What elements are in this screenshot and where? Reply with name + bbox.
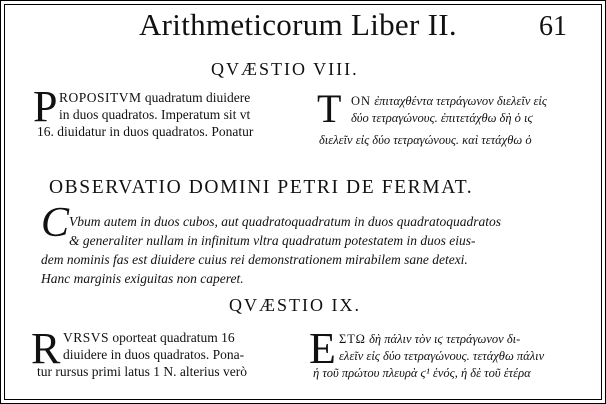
greek-line-text: ἐπιταχθέντα τετράγωνον διελεῖν εἰς [374,94,547,108]
quaestio-ix-latin-dropcap: R [31,324,61,373]
greek-line-text: δὴ πάλιν τὸν ιϛ τετράγωνον δι- [369,332,521,346]
latin-line [59,89,250,106]
quaestio-ix-latin-text [63,329,244,363]
greek-opening-word: ΣΤΩ [339,332,366,346]
greek-opening-word: ON [351,94,372,108]
latin-opening-word: ROPOSITVM [59,90,142,105]
greek-line: ἡ τοῦ πρώτου πλευρὰ ϛ¹ ἑνός, ἡ δὲ τοῦ ἑτέρα [313,366,531,380]
greek-line: ελεῖν εἰς δύο τετραγώνους. τετάχθω πάλιν [339,349,545,363]
observatio-dropcap: C [41,200,70,246]
quaestio-viii-latin-dropcap: P [33,82,58,131]
latin-line-text: oporteat quadratum 16 [112,330,235,345]
quaestio-ix-greek-text [339,331,544,365]
greek-line [351,93,547,110]
latin-line-text: quadratum diuidere [144,90,251,105]
latin-line: 16. diuidatur in duos quadratos. Ponatur [37,124,254,139]
greek-line [339,331,544,348]
observatio-line: & generaliter nullam in infinitum vltra quadratum potestatem in duos eius- [69,233,476,248]
latin-line: in duos quadratos. Imperatum sit vt [59,107,251,122]
quaestio-viii-greek-text [351,93,547,127]
greek-line: διελεῖν εἰς δύο τετραγώνους. καὶ τετάχθω ὁ [319,133,532,147]
observatio-line: dem nominis fas est diuidere cuius rei demonstrationem mirabilem sane detexi. [41,252,468,267]
quaestio-ix-latin-text-cont [37,363,247,380]
quaestio-viii-latin-text [59,89,250,123]
greek-line: δύο τετραγώνους. ἐπιτετάχθω δὴ ὁ ιϛ [351,111,534,125]
page-number: 61 [539,11,567,42]
observatio-text-rest [41,250,468,288]
quaestio-ix-greek-dropcap: E [309,324,336,373]
quaestio-ix-greek-text-cont [313,365,531,382]
observatio-text-first [69,212,501,231]
latin-opening-word: VRSVS [63,330,110,345]
quaestio-ix-title: QVÆSTIO IX. [229,295,361,315]
observatio-line: Hanc marginis exiguitas non caperet. [41,271,244,286]
quaestio-viii-greek-dropcap: T [317,86,342,131]
latin-line: tur rursus primi latus 1 N. alterius verò [37,364,247,379]
quaestio-viii-greek-text-cont [319,132,532,149]
quaestio-viii-title: QVÆSTIO VIII. [211,59,359,79]
observatio-line: Vbum autem in duos cubos, aut quadratoquadratum in duos quadratoquadratos [69,214,502,229]
observatio-heading: OBSERVATIO DOMINI PETRI DE FERMAT. [49,177,474,198]
latin-line: diuidere in duos quadratos. Pona- [63,347,245,362]
observatio-text-second [69,231,475,250]
latin-line [63,329,244,346]
quaestio-viii-latin-text-cont [37,123,253,140]
running-title: Arithmeticorum Liber II. [139,7,457,42]
